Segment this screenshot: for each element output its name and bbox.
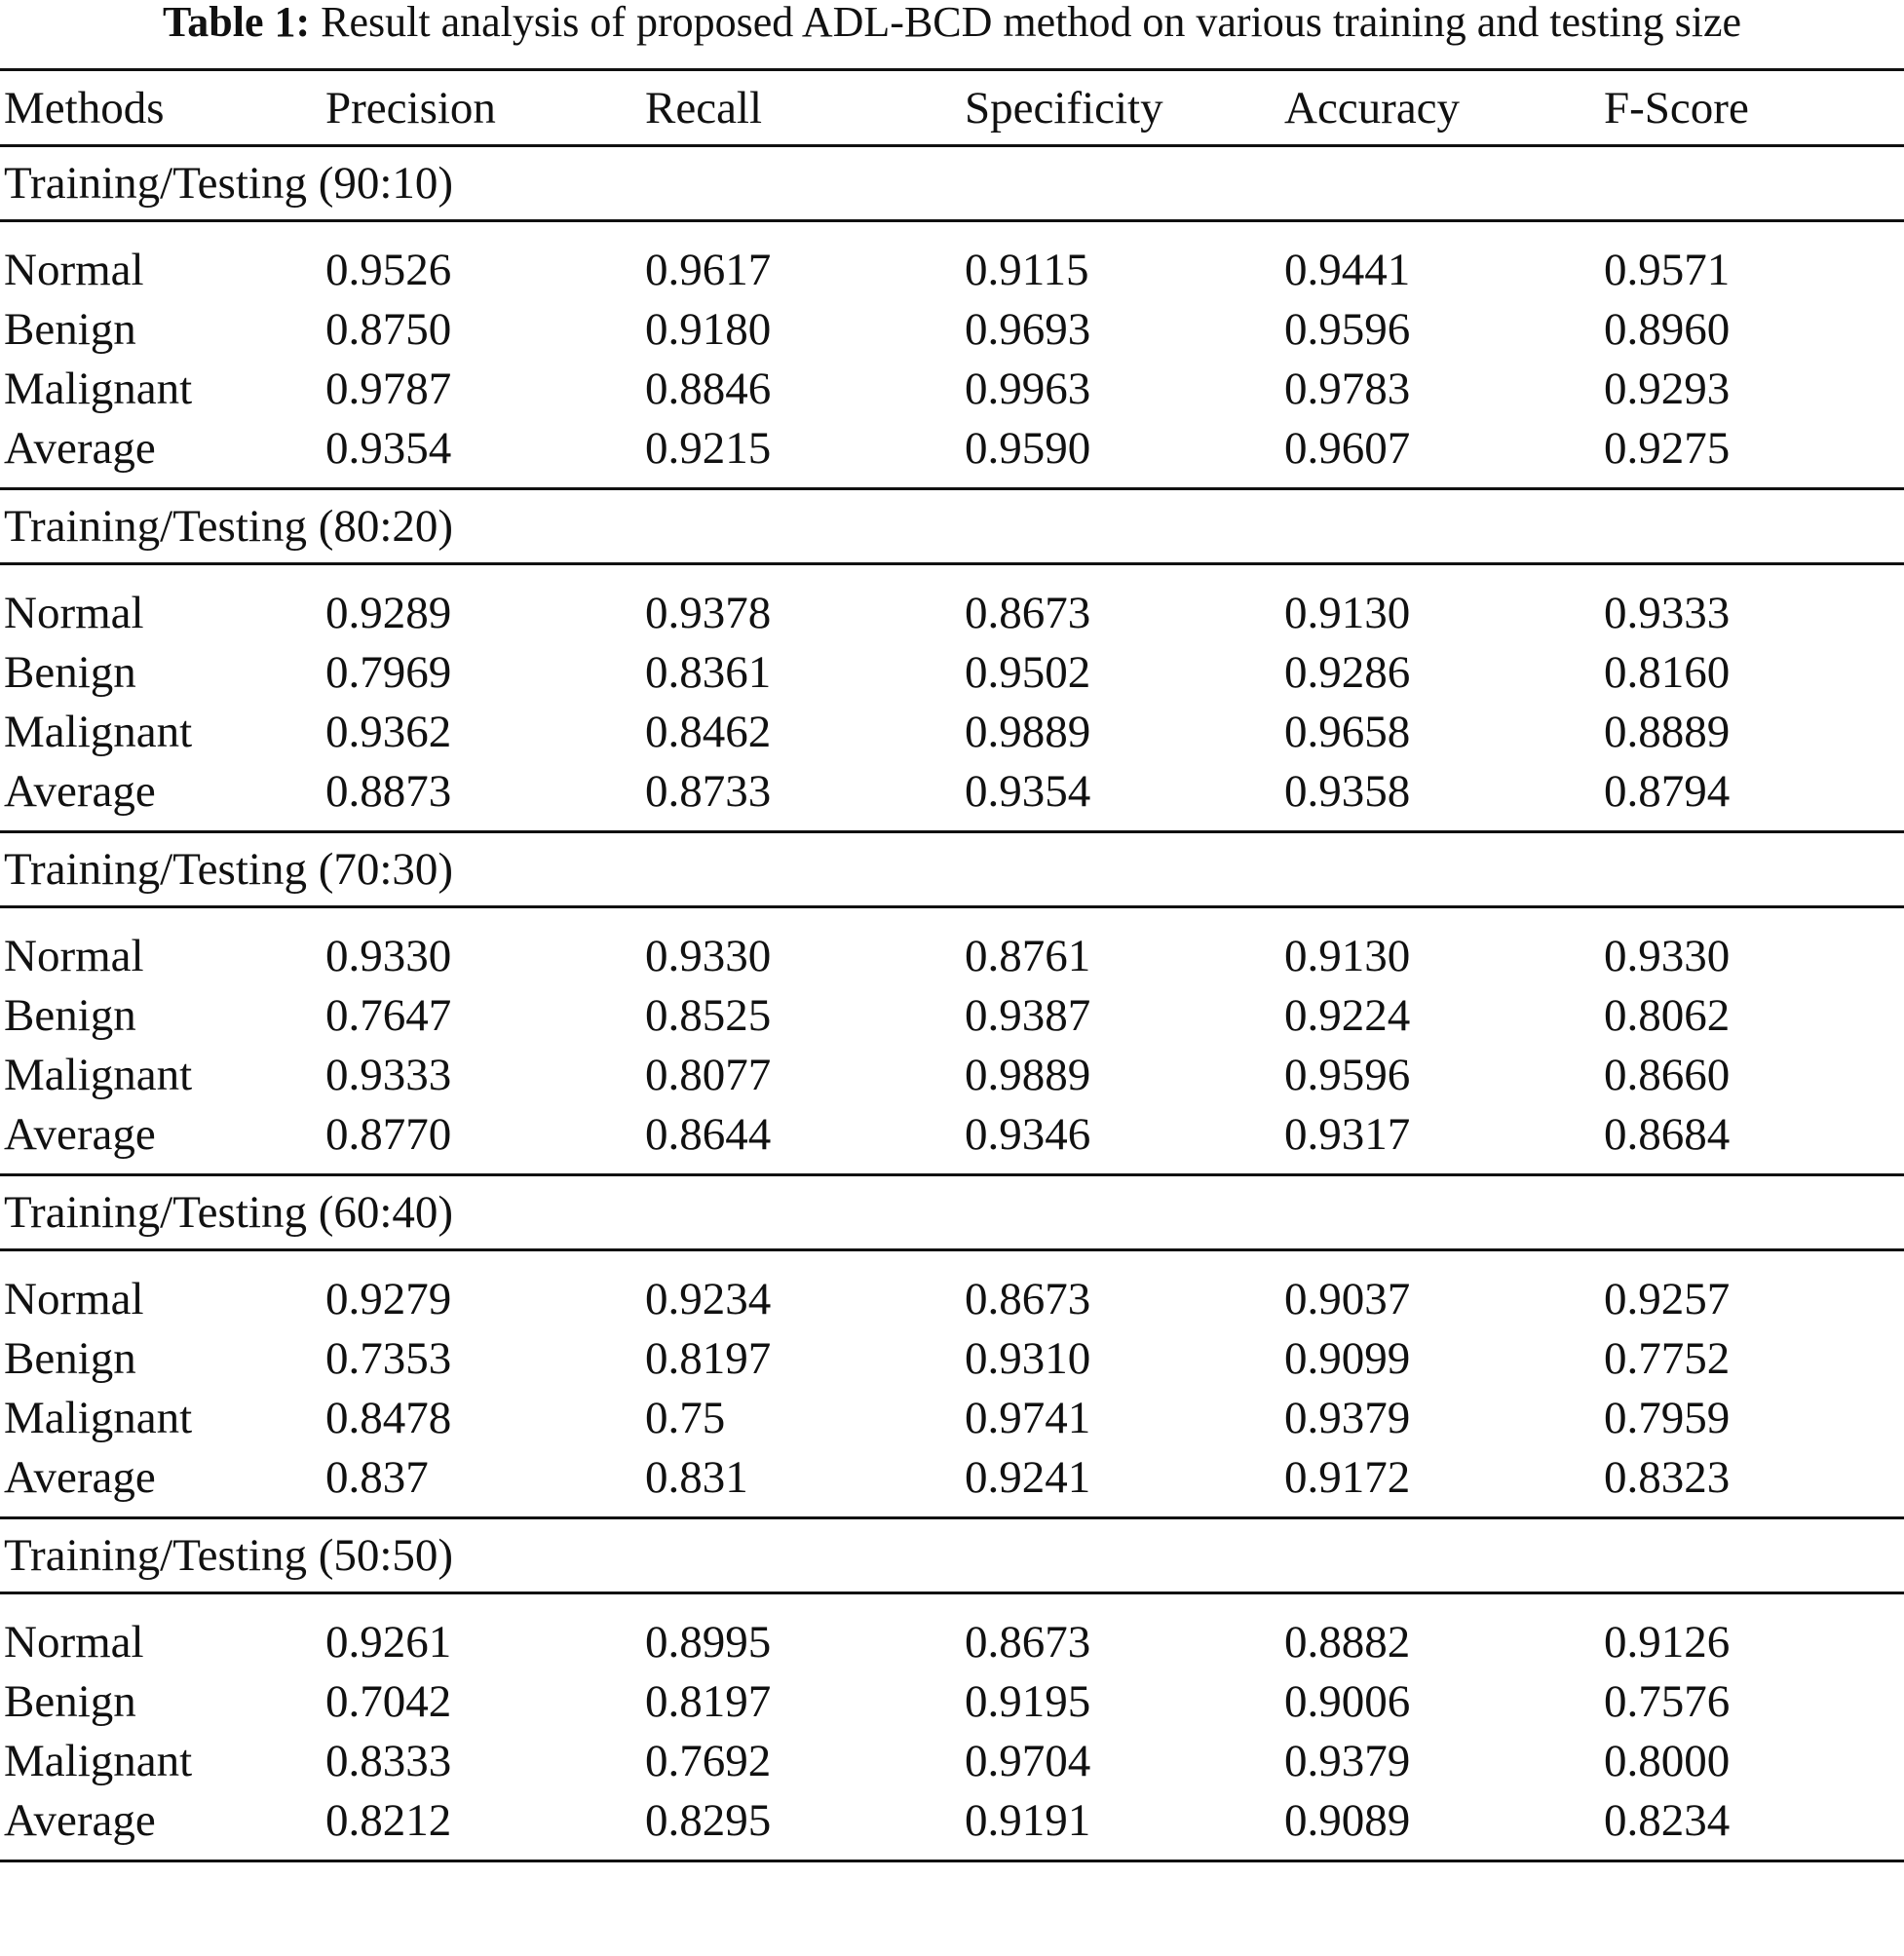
cell-specificity: 0.8673 [965,1273,1091,1324]
cell-method: Normal [4,1616,144,1668]
cell-method: Normal [4,930,144,981]
cell-recall: 0.7692 [645,1735,772,1786]
group-title-row [0,1176,1904,1248]
cell-precision: 0.9333 [325,1049,452,1100]
cell-f-score: 0.8684 [1604,1108,1731,1160]
cell-accuracy: 0.9658 [1284,706,1411,757]
cell-recall: 0.8525 [645,989,772,1041]
cell-method: Benign [4,303,136,355]
cell-accuracy: 0.9089 [1284,1794,1411,1846]
header-precision: Precision [325,82,496,134]
group-title-row [0,1519,1904,1592]
spacer [0,1251,1904,1269]
table-body [0,147,1904,1862]
cell-method: Average [4,422,156,474]
cell-specificity: 0.9241 [965,1451,1091,1503]
cell-precision: 0.9289 [325,587,452,638]
cell-f-score: 0.9330 [1604,930,1731,981]
cell-f-score: 0.8960 [1604,303,1731,355]
cell-method: Average [4,765,156,817]
cell-precision: 0.9279 [325,1273,452,1324]
cell-precision: 0.8750 [325,303,452,355]
cell-specificity: 0.9889 [965,1049,1091,1100]
cell-recall: 0.8197 [645,1675,772,1727]
cell-specificity: 0.9741 [965,1392,1091,1443]
cell-recall: 0.9180 [645,303,772,355]
cell-f-score: 0.8000 [1604,1735,1731,1786]
table-row [0,1790,1904,1850]
cell-method: Average [4,1451,156,1503]
cell-specificity: 0.9310 [965,1332,1091,1384]
header-row [0,71,1904,144]
cell-precision: 0.8333 [325,1735,452,1786]
cell-f-score: 0.8660 [1604,1049,1731,1100]
spacer [0,565,1904,583]
cell-precision: 0.9330 [325,930,452,981]
cell-f-score: 0.7959 [1604,1392,1731,1443]
spacer [0,222,1904,240]
table-row [0,583,1904,642]
cell-recall: 0.9378 [645,587,772,638]
table-row [0,359,1904,418]
cell-specificity: 0.9195 [965,1675,1091,1727]
cell-accuracy: 0.9286 [1284,646,1411,698]
cell-recall: 0.8995 [645,1616,772,1668]
cell-accuracy: 0.9379 [1284,1392,1411,1443]
cell-specificity: 0.9191 [965,1794,1091,1846]
cell-specificity: 0.9346 [965,1108,1091,1160]
cell-precision: 0.9787 [325,363,452,414]
cell-f-score: 0.9126 [1604,1616,1731,1668]
cell-method: Normal [4,587,144,638]
cell-specificity: 0.8761 [965,930,1091,981]
cell-f-score: 0.8160 [1604,646,1731,698]
cell-precision: 0.8478 [325,1392,452,1443]
cell-method: Benign [4,646,136,698]
table-row [0,1671,1904,1731]
cell-accuracy: 0.8882 [1284,1616,1411,1668]
cell-f-score: 0.8062 [1604,989,1731,1041]
cell-accuracy: 0.9358 [1284,765,1411,817]
cell-f-score: 0.7752 [1604,1332,1731,1384]
cell-method: Normal [4,1273,144,1324]
table-row [0,761,1904,821]
cell-f-score: 0.9333 [1604,587,1731,638]
cell-f-score: 0.9293 [1604,363,1731,414]
cell-accuracy: 0.9130 [1284,587,1411,638]
cell-accuracy: 0.9172 [1284,1451,1411,1503]
cell-accuracy: 0.9317 [1284,1108,1411,1160]
cell-precision: 0.8770 [325,1108,452,1160]
group-title: Training/Testing (80:20) [4,501,454,552]
cell-accuracy: 0.9224 [1284,989,1411,1041]
cell-method: Malignant [4,1735,193,1786]
cell-method: Average [4,1108,156,1160]
spacer [0,1164,1904,1173]
cell-specificity: 0.9502 [965,646,1091,698]
cell-specificity: 0.9963 [965,363,1091,414]
cell-specificity: 0.9693 [965,303,1091,355]
cell-accuracy: 0.9783 [1284,363,1411,414]
cell-recall: 0.8462 [645,706,772,757]
cell-precision: 0.7969 [325,646,452,698]
header-f-score: F-Score [1604,82,1749,134]
table-row [0,240,1904,299]
cell-f-score: 0.9257 [1604,1273,1731,1324]
group-title-row [0,147,1904,219]
cell-recall: 0.8733 [645,765,772,817]
caption-text: Result analysis of proposed ADL-BCD method on various training and testing size [321,0,1742,46]
cell-precision: 0.837 [325,1451,429,1503]
table-row [0,702,1904,761]
table-row [0,1447,1904,1507]
table-row [0,926,1904,985]
cell-precision: 0.9354 [325,422,452,474]
cell-method: Benign [4,989,136,1041]
cell-recall: 0.9330 [645,930,772,981]
group-title: Training/Testing (90:10) [4,158,454,209]
cell-specificity: 0.9889 [965,706,1091,757]
cell-accuracy: 0.9441 [1284,244,1411,295]
cell-precision: 0.8212 [325,1794,452,1846]
group-title: Training/Testing (50:50) [4,1530,454,1581]
group-end-rule [0,1860,1904,1862]
table-row [0,642,1904,702]
cell-accuracy: 0.9379 [1284,1735,1411,1786]
cell-accuracy: 0.9596 [1284,1049,1411,1100]
cell-f-score: 0.9571 [1604,244,1731,295]
cell-f-score: 0.8794 [1604,765,1731,817]
cell-method: Benign [4,1332,136,1384]
cell-specificity: 0.9115 [965,244,1089,295]
header-methods: Methods [4,82,165,134]
cell-recall: 0.8295 [645,1794,772,1846]
cell-recall: 0.8197 [645,1332,772,1384]
cell-specificity: 0.9590 [965,422,1091,474]
cell-method: Malignant [4,1392,193,1443]
cell-specificity: 0.8673 [965,587,1091,638]
header-specificity: Specificity [965,82,1163,134]
cell-precision: 0.9362 [325,706,452,757]
group-title-row [0,490,1904,562]
cell-recall: 0.8361 [645,646,772,698]
table-row [0,985,1904,1045]
cell-accuracy: 0.9607 [1284,422,1411,474]
cell-recall: 0.75 [645,1392,726,1443]
group-title-row [0,833,1904,905]
spacer [0,821,1904,830]
cell-precision: 0.7647 [325,989,452,1041]
header-recall: Recall [645,82,763,134]
cell-method: Normal [4,244,144,295]
table-row [0,1731,1904,1790]
table-row [0,1269,1904,1328]
results-table [0,68,1904,1862]
spacer [0,1850,1904,1860]
table-row [0,1388,1904,1447]
table-caption [0,0,1904,45]
cell-f-score: 0.7576 [1604,1675,1731,1727]
cell-recall: 0.831 [645,1451,748,1503]
cell-precision: 0.9261 [325,1616,452,1668]
cell-method: Average [4,1794,156,1846]
cell-f-score: 0.9275 [1604,422,1731,474]
cell-f-score: 0.8889 [1604,706,1731,757]
cell-precision: 0.7042 [325,1675,452,1727]
cell-recall: 0.8846 [645,363,772,414]
table-row [0,418,1904,478]
table-row [0,299,1904,359]
cell-recall: 0.9215 [645,422,772,474]
cell-method: Malignant [4,363,193,414]
cell-recall: 0.9617 [645,244,772,295]
cell-method: Malignant [4,706,193,757]
cell-method: Benign [4,1675,136,1727]
cell-accuracy: 0.9596 [1284,303,1411,355]
cell-recall: 0.8077 [645,1049,772,1100]
cell-recall: 0.8644 [645,1108,772,1160]
header-accuracy: Accuracy [1284,82,1461,134]
table-row [0,1612,1904,1671]
cell-precision: 0.7353 [325,1332,452,1384]
table-row [0,1328,1904,1388]
spacer [0,1507,1904,1516]
cell-accuracy: 0.9130 [1284,930,1411,981]
caption-label: Table 1: [162,0,311,46]
table-row [0,1104,1904,1164]
cell-accuracy: 0.9006 [1284,1675,1411,1727]
cell-method: Malignant [4,1049,193,1100]
spacer [0,1594,1904,1612]
group-title: Training/Testing (60:40) [4,1187,454,1238]
spacer [0,478,1904,487]
cell-specificity: 0.9387 [965,989,1091,1041]
cell-accuracy: 0.9099 [1284,1332,1411,1384]
cell-f-score: 0.8323 [1604,1451,1731,1503]
cell-recall: 0.9234 [645,1273,772,1324]
cell-specificity: 0.9704 [965,1735,1091,1786]
group-title: Training/Testing (70:30) [4,844,454,895]
cell-specificity: 0.8673 [965,1616,1091,1668]
cell-f-score: 0.8234 [1604,1794,1731,1846]
cell-accuracy: 0.9037 [1284,1273,1411,1324]
table-row [0,1045,1904,1104]
cell-specificity: 0.9354 [965,765,1091,817]
cell-precision: 0.9526 [325,244,452,295]
cell-precision: 0.8873 [325,765,452,817]
spacer [0,908,1904,926]
